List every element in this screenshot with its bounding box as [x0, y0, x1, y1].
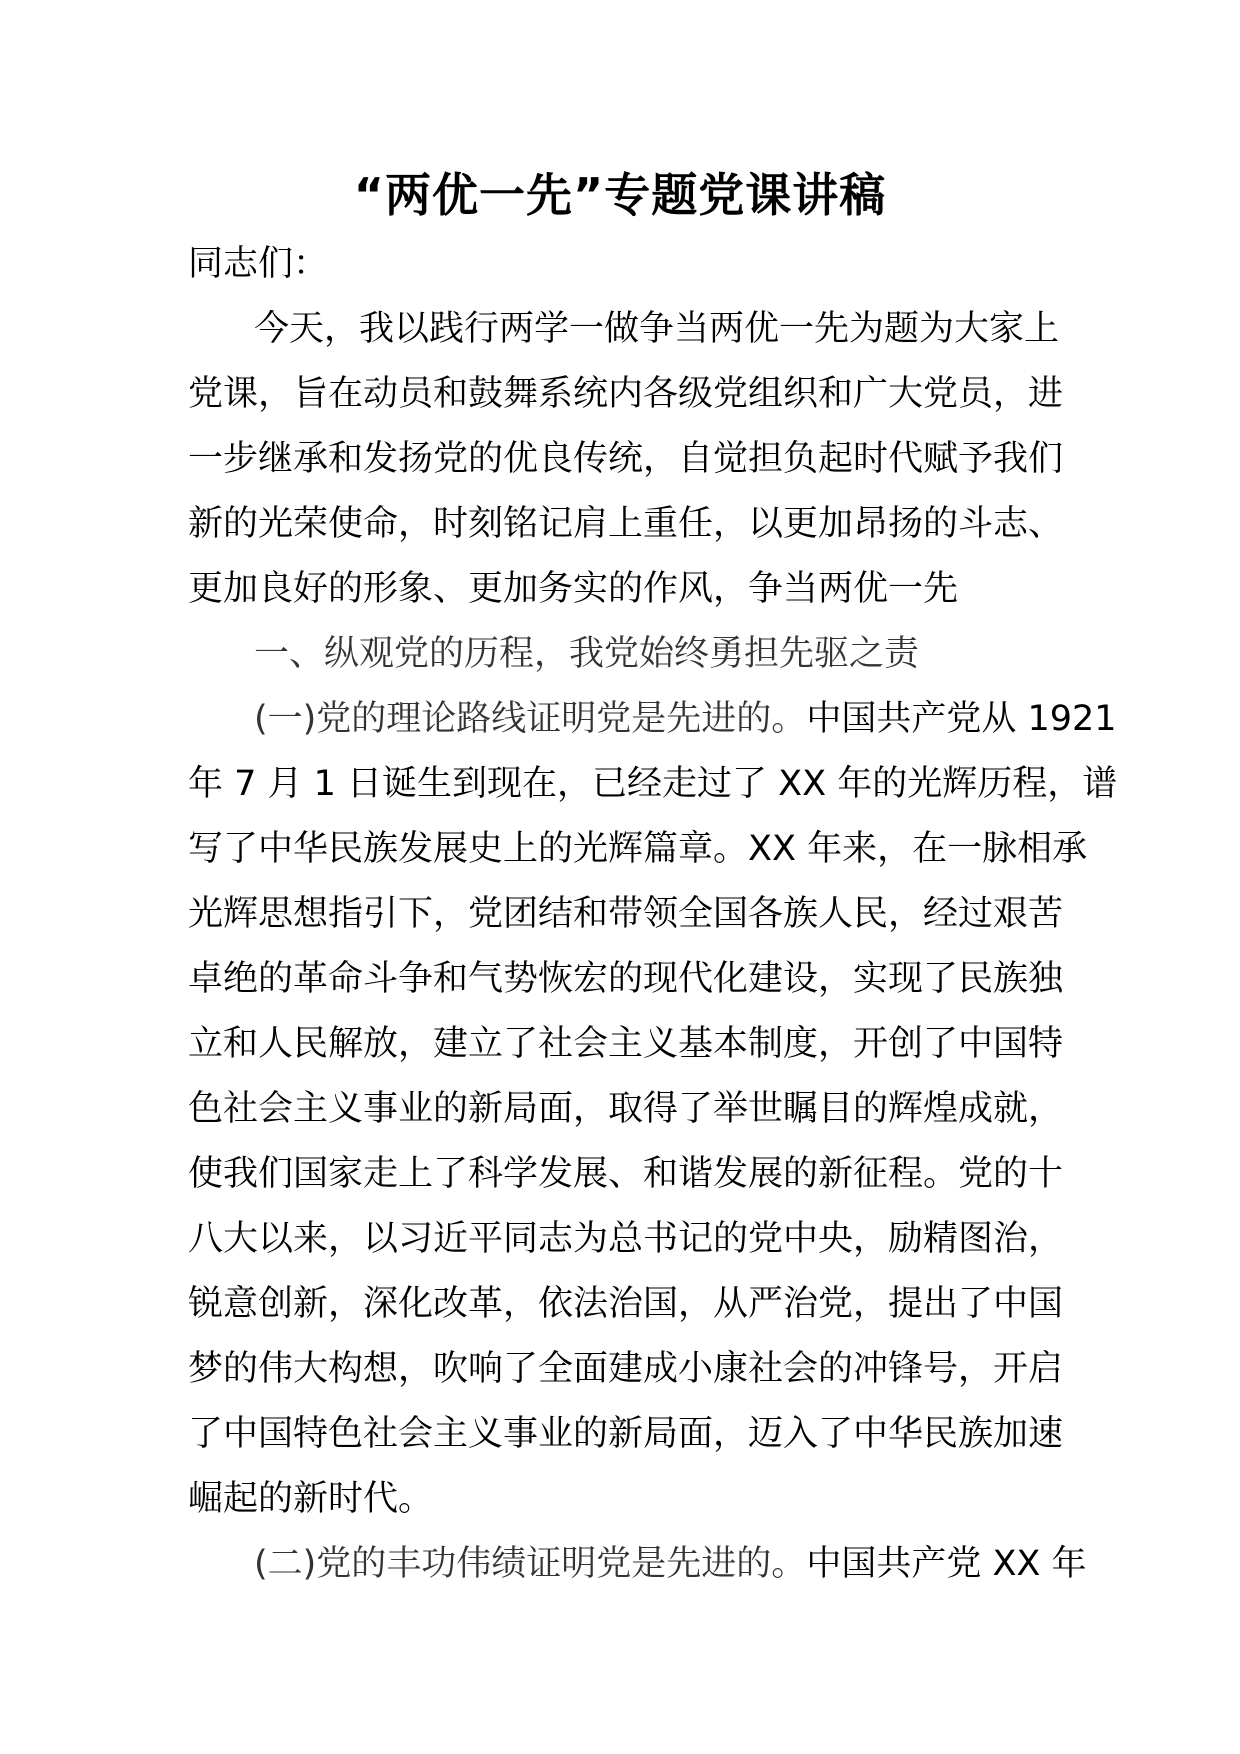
line-text: 崛起的新时代。 [188, 1479, 434, 1519]
paragraph-line [188, 492, 1064, 557]
line-text: 一、纵观党的历程，我党始终勇担先驱之责 [254, 634, 920, 674]
paragraph-line [188, 232, 1058, 297]
line-text: 锐意创新，深化改革，依法治国，从严治党，提出了中国 [188, 1284, 1064, 1324]
subsection-line [188, 1532, 1087, 1597]
line-text: 光辉思想指引下，党团结和带领全国各族人民，经过艰苦 [188, 894, 1064, 934]
paragraph-line [188, 817, 1088, 882]
document-title: “两优一先”专题党课讲稿 [353, 168, 887, 222]
paragraph-line [188, 297, 1058, 362]
line-text: 梦的伟大构想，吹响了全面建成小康社会的冲锋号，开启 [188, 1349, 1064, 1389]
line-text: 立和人民解放，建立了社会主义基本制度，开创了中国特 [188, 1024, 1064, 1064]
document-body [188, 232, 1118, 1597]
section-heading [188, 622, 1058, 687]
paragraph-line [188, 1012, 1064, 1077]
paragraph-line [188, 1467, 1058, 1532]
line-text: 八大以来，以习近平同志为总书记的党中央，励精图治， [188, 1219, 1064, 1259]
paragraph-line [188, 427, 1064, 492]
paragraph-line [188, 1402, 1064, 1467]
line-text: 中国共产党 XX 年 [806, 1544, 1087, 1584]
line-text: 中国共产党从 1921 [806, 699, 1117, 739]
line-text: 一步继承和发扬党的优良传统，自觉担负起时代赋予我们 [188, 439, 1064, 479]
line-text: 年 7 月 1 日诞生到现在，已经走过了 XX 年的光辉历程，谱 [188, 764, 1118, 804]
paragraph-line [188, 882, 1064, 947]
line-text: 今天，我以践行两学一做争当两优一先为题为大家上 [254, 309, 1060, 349]
paragraph-line [188, 1077, 1064, 1142]
paragraph-line [188, 1207, 1064, 1272]
line-text: 同志们： [188, 244, 329, 284]
line-text: 卓绝的革命斗争和气势恢宏的现代化建设，实现了民族独 [188, 959, 1064, 999]
paragraph-line [188, 1337, 1064, 1402]
line-text: 使我们国家走上了科学发展、和谐发展的新征程。党的十 [188, 1154, 1064, 1194]
paragraph-line [188, 557, 1058, 622]
subsection-heading: (二)党的丰功伟绩证明党是先进的。 [254, 1544, 807, 1584]
line-text: 新的光荣使命，时刻铭记肩上重任，以更加昂扬的斗志、 [188, 504, 1064, 544]
paragraph-line [188, 1272, 1064, 1337]
line-text: 写了中华民族发展史上的光辉篇章。XX 年来，在一脉相承 [188, 829, 1088, 869]
line-text: 色社会主义事业的新局面，取得了举世瞩目的辉煌成就， [188, 1089, 1064, 1129]
paragraph-line [188, 362, 1064, 427]
subsection-line [188, 687, 1117, 752]
paragraph-line [188, 947, 1064, 1012]
line-text: 党课，旨在动员和鼓舞系统内各级党组织和广大党员，进 [188, 374, 1064, 414]
paragraph-line [188, 752, 1118, 817]
paragraph-line [188, 1142, 1064, 1207]
line-text: 了中国特色社会主义事业的新局面，迈入了中华民族加速 [188, 1414, 1064, 1454]
subsection-heading: (一)党的理论路线证明党是先进的。 [254, 699, 807, 739]
line-text: 更加良好的形象、更加务实的作风，争当两优一先 [188, 569, 959, 609]
